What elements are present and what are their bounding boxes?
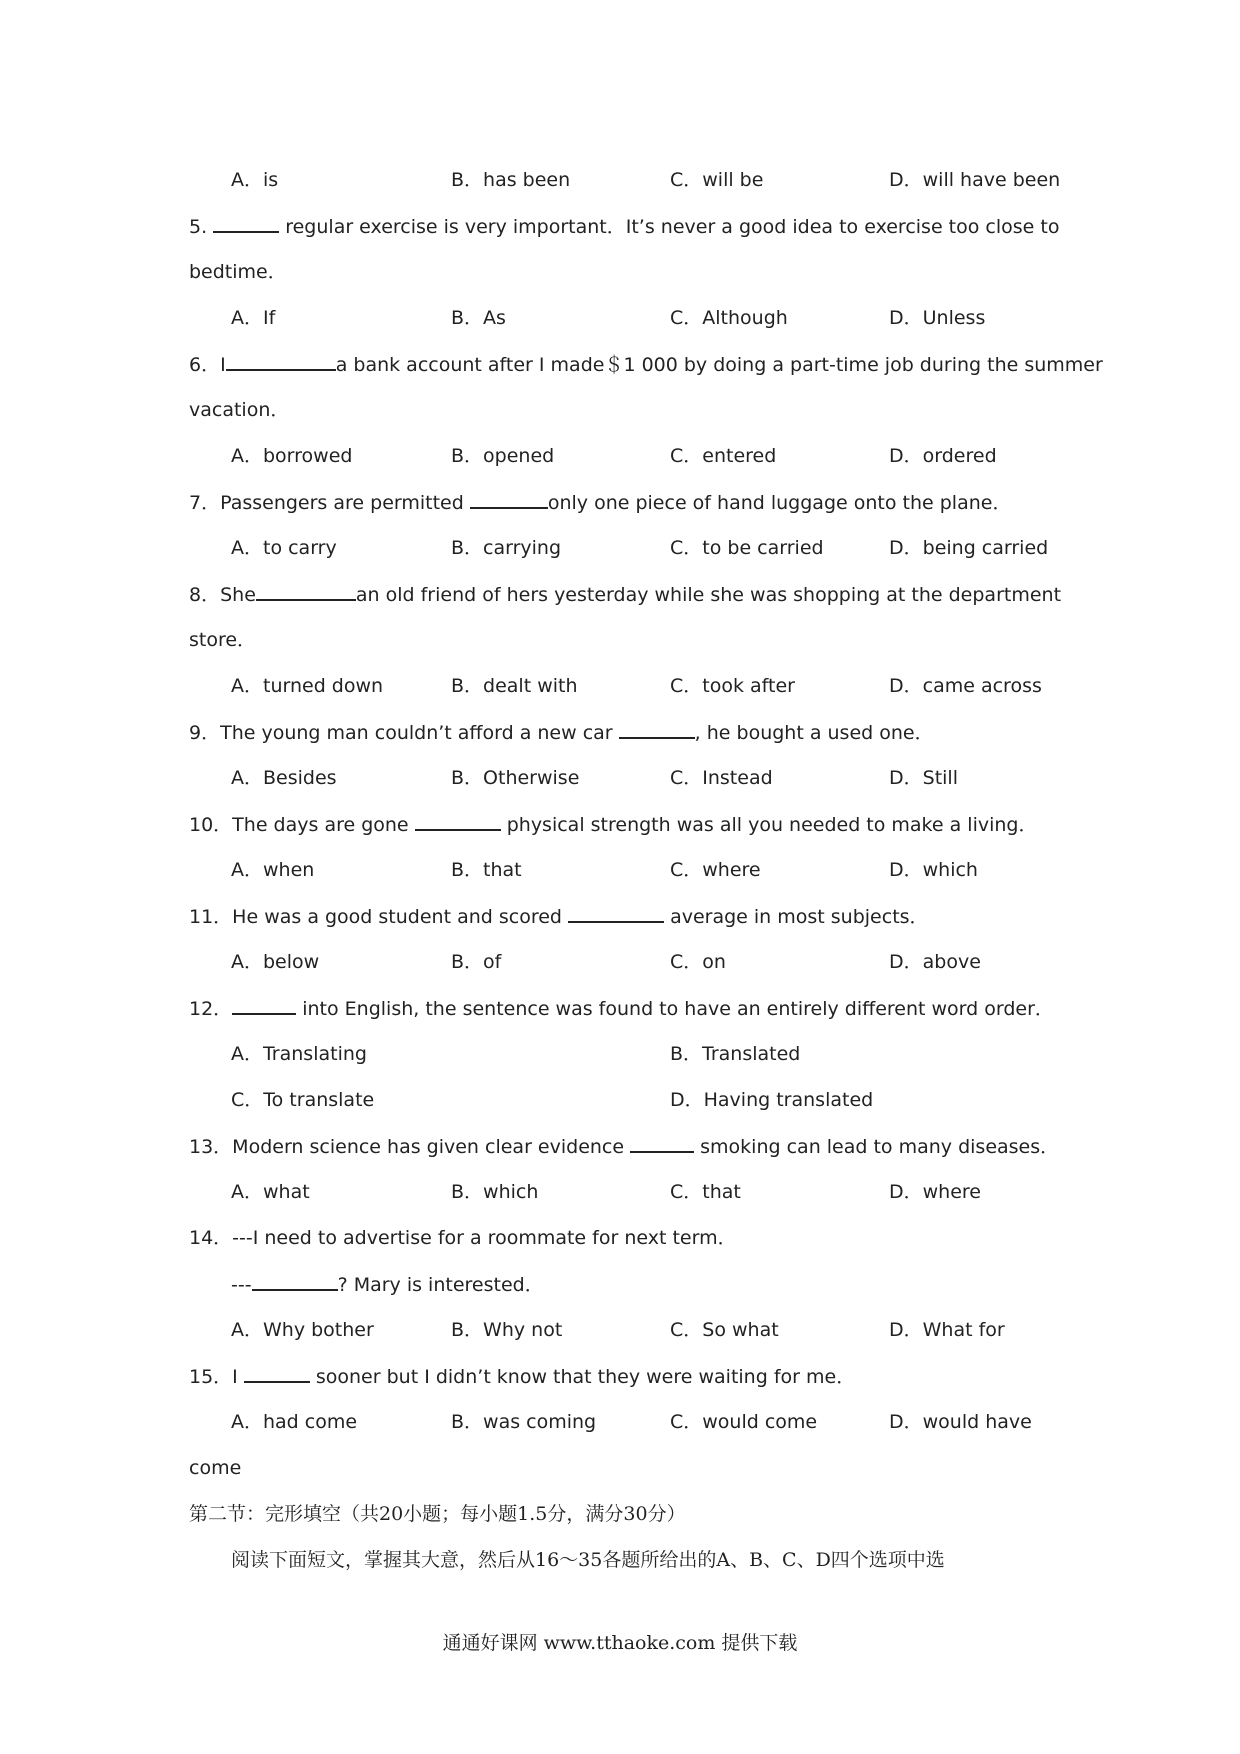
q11-blank [568,901,664,923]
q10-stem: 10．The days are gone physical strength was all you needed to make a living． [189,809,1059,840]
q12-stem: 12． into English, the sentence was found to have an entirely different word order． [189,993,1059,1024]
q11-stem: 11．He was a good student and scored average in most subjects． [189,901,1059,932]
q5-stem: 5. regular exercise is very important．It’s never a good idea to exercise too close to [189,211,1059,242]
section2-heading: 第二节：完形填空（共20小题；每小题1.5分，满分30分） [189,1503,686,1525]
q11-option-a: A．below [231,951,320,973]
q14-stem: 14．---I need to advertise for a roommate for next term． [189,1227,737,1249]
q14-option-b: B．Why not [451,1319,563,1341]
page-footer: 通通好课网 www.tthaoke.com 提供下载 [442,1632,798,1654]
q15-option-c: C．would come [670,1411,818,1433]
q8-stem-cont: store． [189,629,257,651]
q13-option-d: D．where [889,1181,981,1203]
q14-option-a: A．Why bother [231,1319,374,1341]
q15-option-b: B．was coming [451,1411,597,1433]
q6-stem-cont: vacation． [189,399,290,421]
q7-blank [470,487,548,509]
q9-blank [619,717,695,739]
q4-option-c: C．will be [670,169,764,191]
q13-option-b: B．which [451,1181,539,1203]
q6-option-b: B．opened [451,445,555,467]
q10-option-b: B．that [451,859,522,881]
q14-blank [252,1269,338,1291]
q11-option-d: D．above [889,951,981,973]
q12-option-c: C．To translate [231,1089,375,1111]
q9-option-c: C．Instead [670,767,773,789]
q8-option-d: D．came across [889,675,1042,697]
q10-blank [415,809,501,831]
q5-option-a: A．If [231,307,276,329]
q5-option-b: B．As [451,307,506,329]
q5-stem-cont: bedtime． [189,261,287,283]
q6-option-a: A．borrowed [231,445,353,467]
q12-blank [232,993,296,1015]
q12-option-a: A．Translating [231,1043,367,1065]
q5-blank [213,211,279,233]
q15-option-d-cont: come [189,1457,242,1479]
q5-option-c: C．Although [670,307,788,329]
q11-option-c: C．on [670,951,726,973]
q4-option-a: A．is [231,169,279,191]
q8-option-b: B．dealt with [451,675,578,697]
q4-option-d: D．will have been [889,169,1061,191]
q13-blank [630,1131,694,1153]
q6-option-d: D．ordered [889,445,997,467]
q7-option-a: A．to carry [231,537,337,559]
q14-option-c: C．So what [670,1319,779,1341]
q15-blank [244,1361,310,1383]
q12-option-d: D．Having translated [670,1089,874,1111]
q13-stem: 13．Modern science has given clear evidence smoking can lead to many diseases． [189,1131,1059,1162]
q9-option-b: B．Otherwise [451,767,580,789]
section2-instruction: 阅读下面短文，掌握其大意，然后从16～35各题所给出的A、B、C、D四个选项中选 [231,1549,945,1571]
q13-option-c: C．that [670,1181,741,1203]
q15-stem: 15．I sooner but I didn’t know that they were waiting for me． [189,1361,1059,1392]
q7-option-b: B．carrying [451,537,562,559]
q8-blank [256,579,356,601]
q6-option-c: C．entered [670,445,777,467]
q12-option-b: B．Translated [670,1043,801,1065]
q5-option-d: D．Unless [889,307,986,329]
q14-option-d: D．What for [889,1319,1005,1341]
q9-option-a: A．Besides [231,767,337,789]
q10-option-c: C．where [670,859,761,881]
q10-option-d: D．which [889,859,978,881]
q10-option-a: A．when [231,859,315,881]
q9-option-d: D．Still [889,767,958,789]
q13-option-a: A．what [231,1181,310,1203]
q8-option-c: C．took after [670,675,795,697]
q4-option-b: B．has been [451,169,571,191]
q7-stem: 7．Passengers are permitted only one piece of hand luggage onto the plane． [189,487,1059,518]
q15-option-d: D．would have [889,1411,1032,1433]
q11-option-b: B．of [451,951,502,973]
q6-blank [226,349,336,371]
q6-stem: 6．I a bank account after I made＄1 000 by doing a part-time job during the summer [189,349,1059,380]
q14-reply: --- ? Mary is interested． [231,1269,1101,1300]
q7-option-d: D．being carried [889,537,1049,559]
q7-option-c: C．to be carried [670,537,824,559]
q15-option-a: A．had come [231,1411,358,1433]
q8-stem: 8．She an old friend of hers yesterday while she was shopping at the department [189,579,1059,610]
q9-stem: 9．The young man couldn’t afford a new car , he bought a used one． [189,717,1059,748]
q8-option-a: A．turned down [231,675,384,697]
